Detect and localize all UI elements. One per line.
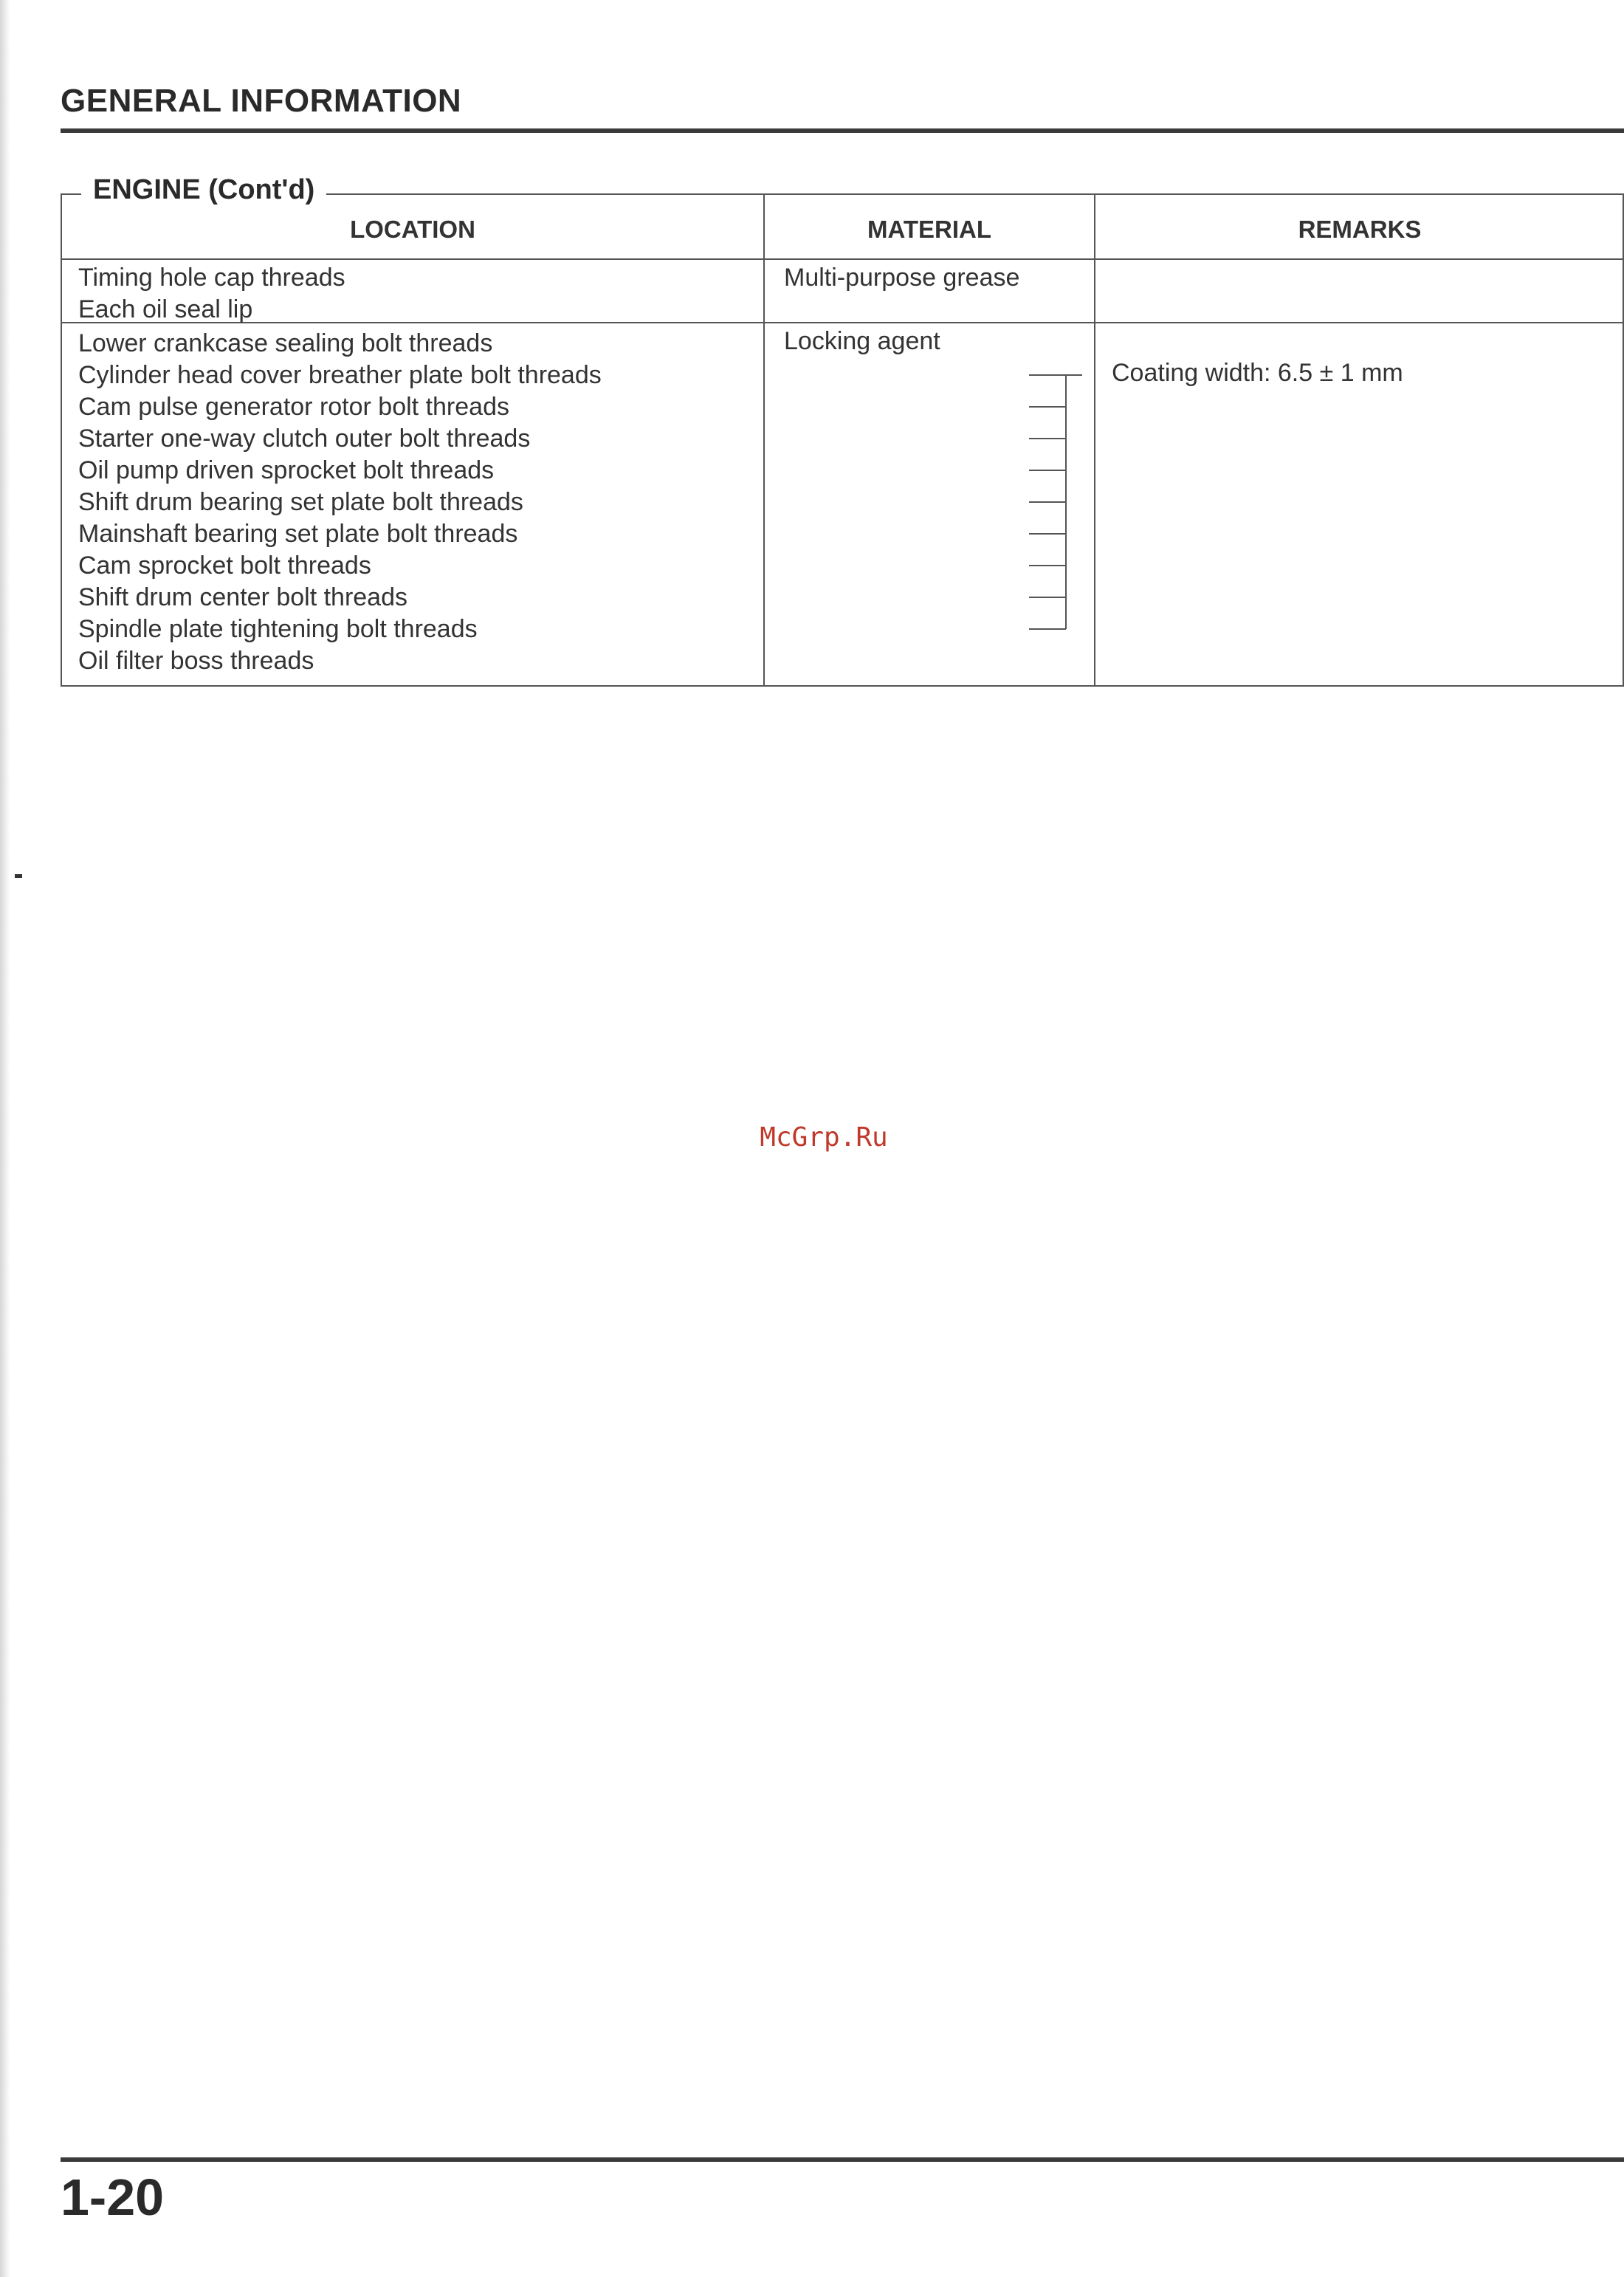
bracket-tick (1029, 374, 1082, 376)
column-header-material: MATERIAL (867, 216, 992, 243)
location-cell: Cam pulse generator rotor bolt threads (78, 393, 509, 421)
bracket-tick (1029, 628, 1066, 630)
bracket-tick (1029, 438, 1066, 439)
page-number: 1-20 (61, 2168, 165, 2226)
location-cell: Timing hole cap threads (78, 264, 345, 292)
bracket-tick (1029, 406, 1066, 408)
header-row-divider (61, 258, 1624, 260)
location-cell: Shift drum bearing set plate bolt threads (78, 488, 523, 516)
page-title: GENERAL INFORMATION (61, 83, 462, 119)
bracket-tick (1029, 470, 1066, 471)
location-cell: Spindle plate tightening bolt threads (78, 615, 478, 643)
location-cell: Cam sprocket bolt threads (78, 552, 371, 580)
location-cell: Lower crankcase sealing bolt threads (78, 329, 493, 357)
page-edge-shadow (0, 0, 10, 2277)
column-header-remarks: REMARKS (1298, 216, 1422, 243)
location-cell: Mainshaft bearing set plate bolt threads (78, 520, 518, 548)
bracket-tick (1029, 533, 1066, 535)
material-cell: Multi-purpose grease (784, 264, 1020, 292)
column-divider-material (763, 193, 765, 687)
location-cell: Oil filter boss threads (78, 647, 314, 675)
location-list (78, 328, 602, 677)
footer-rule (61, 2157, 1624, 2162)
bracket-tick (1029, 501, 1066, 503)
bracket-tick (1029, 597, 1066, 598)
margin-mark (15, 874, 22, 878)
location-cell: Each oil seal lip (78, 295, 253, 323)
location-cell: Oil pump driven sprocket bolt threads (78, 456, 495, 484)
location-cell: Cylinder head cover breather plate bolt threads (78, 361, 602, 389)
header-rule (61, 128, 1624, 133)
watermark: McGrp.Ru (760, 1122, 888, 1153)
column-header-location: LOCATION (350, 216, 475, 243)
column-divider-remarks (1094, 193, 1095, 687)
location-cell: Shift drum center bolt threads (78, 583, 408, 611)
bracket-tick (1029, 565, 1066, 566)
material-cell: Locking agent (784, 327, 940, 355)
legend-corner-tick (61, 193, 62, 207)
row-divider (61, 322, 1624, 323)
remarks-cell: Coating width: 6.5 ± 1 mm (1112, 359, 1403, 387)
section-title: ENGINE (Cont'd) (81, 174, 326, 206)
location-cell: Starter one-way clutch outer bolt threads (78, 425, 531, 453)
